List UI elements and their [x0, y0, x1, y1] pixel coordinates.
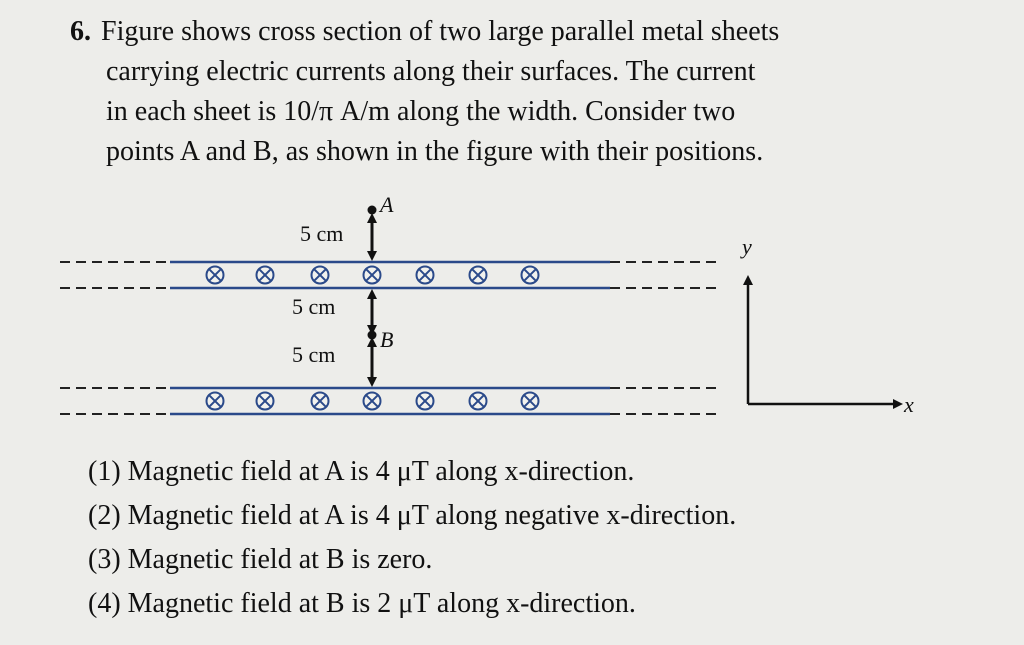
option-1: (1) Magnetic field at A is 4 μT along x-direction. [88, 456, 635, 487]
bottom-current-marker [364, 393, 381, 410]
bottom-current-marker [257, 393, 274, 410]
sheets-figure [0, 190, 1024, 430]
top-current-marker [312, 267, 329, 284]
y-axis-label: y [742, 234, 752, 259]
question-line-1: 6. Figure shows cross section of two large parallel metal sheets [70, 16, 780, 47]
question-text [70, 12, 970, 172]
top-current-marker [522, 267, 539, 284]
option-2: (2) Magnetic field at A is 4 μT along negative x-direction. [88, 500, 737, 531]
bottom-sheet [60, 388, 720, 414]
point-b-label: B [380, 327, 394, 352]
x-axis-label: x [904, 392, 914, 417]
question-line-4: points A and B, as shown in the figure with their positions. [106, 136, 764, 167]
dist-bot-label: 5 cm [292, 342, 336, 367]
option-3: (3) Magnetic field at B is zero. [88, 544, 433, 575]
top-current-marker [257, 267, 274, 284]
bottom-current-marker [417, 393, 434, 410]
top-current-markers [207, 267, 539, 284]
question-number: 6. [70, 16, 91, 47]
top-sheet [60, 262, 720, 288]
bottom-current-marker [522, 393, 539, 410]
top-current-marker [470, 267, 487, 284]
option-4: (4) Magnetic field at B is 2 μT along x-direction. [88, 588, 636, 619]
top-current-marker [207, 267, 224, 284]
bottom-current-marker [312, 393, 329, 410]
top-current-marker [417, 267, 434, 284]
bottom-current-marker [207, 393, 224, 410]
point-b-dot [368, 331, 377, 340]
options-list [88, 450, 736, 626]
bottom-current-markers [207, 393, 539, 410]
dist-mid-label: 5 cm [292, 294, 336, 319]
question-line-3: in each sheet is 10/π A/m along the width. Consider two [106, 96, 736, 127]
point-a-label: A [380, 192, 394, 217]
dist-top-label: 5 cm [300, 221, 344, 246]
top-current-marker [364, 267, 381, 284]
point-a-dot [368, 206, 377, 215]
question-line-2: carrying electric currents along their surfaces. The current [106, 56, 756, 87]
bottom-current-marker [470, 393, 487, 410]
axes [740, 234, 914, 417]
